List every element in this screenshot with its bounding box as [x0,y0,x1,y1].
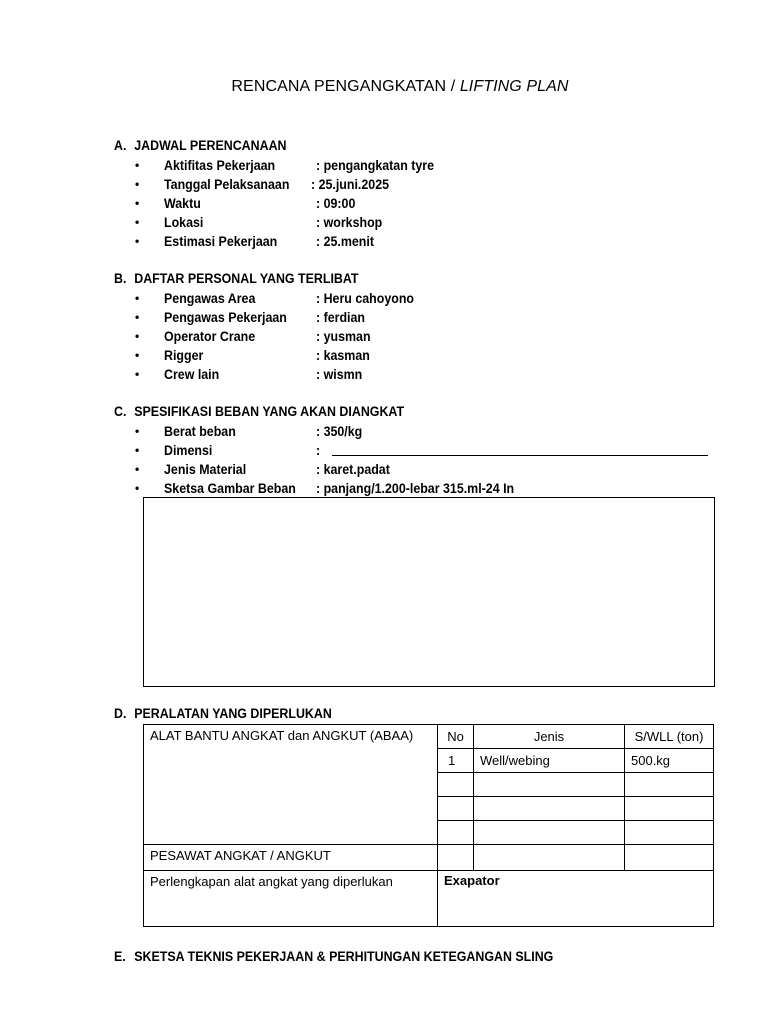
item-label: Rigger [164,348,204,363]
item-value: : pengangkatan tyre [316,158,435,173]
title-main: RENCANA PENGANGKATAN / [231,78,460,95]
row1-no-cell: 1 [438,749,474,773]
empty-cell [625,773,714,797]
section-a-letter: A. [114,138,127,153]
bullet-icon: • [135,158,140,172]
col-swl-header: S/WLL (ton) [625,725,714,749]
bullet-icon: • [135,367,140,381]
load-sketch-box [143,497,715,687]
item-value: : 350/kg [316,424,363,439]
title-italic: LIFTING PLAN [459,78,569,95]
empty-cell [438,845,474,871]
item-value: : panjang/1.200-lebar 315.ml-24 In [316,481,515,496]
empty-cell [438,773,474,797]
item-label: Lokasi [164,215,204,230]
item-value: : 09:00 [316,196,356,211]
section-c-title: SPESIFIKASI BEBAN YANG AKAN DIANGKAT [134,404,405,419]
section-a-heading [114,138,287,153]
item-value: : [316,443,321,458]
bullet-icon: • [135,481,140,495]
row1-jenis-cell: Well/webing [474,749,625,773]
empty-cell [474,797,625,821]
section-d-title: PERALATAN YANG DIPERLUKAN [134,706,332,721]
perlengkapan-label-cell: Perlengkapan alat angkat yang diperlukan [144,871,438,927]
table-row [144,845,714,871]
bullet-icon: • [135,291,140,305]
item-value: : 25.menit [316,234,374,249]
item-value: : wismn [316,367,363,382]
table-row [144,871,714,927]
item-label: Pengawas Pekerjaan [164,310,287,325]
pesawat-label-cell: PESAWAT ANGKAT / ANGKUT [144,845,438,871]
row1-swl-cell: 500.kg [625,749,714,773]
document-title [0,78,768,96]
bullet-icon: • [135,443,140,457]
empty-cell [438,797,474,821]
dimension-blank-line [332,455,708,456]
abaa-label-cell: ALAT BANTU ANGKAT dan ANGKUT (ABAA) [144,725,438,845]
bullet-icon: • [135,234,140,248]
section-e-title: SKETSA TEKNIS PEKERJAAN & PERHITUNGAN KETEGANGAN SLING [134,949,554,964]
bullet-icon: • [135,348,140,362]
section-c-letter: C. [114,404,127,419]
item-label: Waktu [164,196,201,211]
item-value: : ferdian [316,310,366,325]
bullet-icon: • [135,215,140,229]
bullet-icon: • [135,329,140,343]
section-c-heading [114,404,404,419]
section-a-title: JADWAL PERENCANAAN [134,138,287,153]
section-d-heading [114,706,332,721]
table-row [144,725,714,749]
item-label: Estimasi Pekerjaan [164,234,278,249]
section-b-letter: B. [114,271,127,286]
bullet-icon: • [135,177,140,191]
col-no-header: No [438,725,474,749]
perlengkapan-value-cell: Exapator [438,871,714,927]
item-value: : yusman [316,329,371,344]
empty-cell [474,845,625,871]
item-value: : Heru cahoyono [316,291,414,306]
item-value: : kasman [316,348,370,363]
item-label: Pengawas Area [164,291,256,306]
section-b-heading [114,271,359,286]
empty-cell [474,821,625,845]
equipment-table [143,724,714,927]
section-d-letter: D. [114,706,127,721]
item-label: Operator Crane [164,329,256,344]
bullet-icon: • [135,424,140,438]
bullet-icon: • [135,310,140,324]
item-label: Jenis Material [164,462,247,477]
item-label: Crew lain [164,367,220,382]
col-jenis-header: Jenis [474,725,625,749]
section-e-heading [114,949,553,964]
item-label: Tanggal Pelaksanaan [164,177,290,192]
section-e-letter: E. [114,949,126,964]
item-label: Sketsa Gambar Beban [164,481,296,496]
bullet-icon: • [135,196,140,210]
item-value: : workshop [316,215,383,230]
item-label: Aktifitas Pekerjaan [164,158,276,173]
item-value: : karet.padat [316,462,390,477]
item-label: Berat beban [164,424,236,439]
empty-cell [474,773,625,797]
bullet-icon: • [135,462,140,476]
empty-cell [438,821,474,845]
empty-cell [625,797,714,821]
section-b-title: DAFTAR PERSONAL YANG TERLIBAT [134,271,359,286]
item-label: Dimensi [164,443,213,458]
empty-cell [625,845,714,871]
empty-cell [625,821,714,845]
item-value: : 25.juni.2025 [311,177,390,192]
